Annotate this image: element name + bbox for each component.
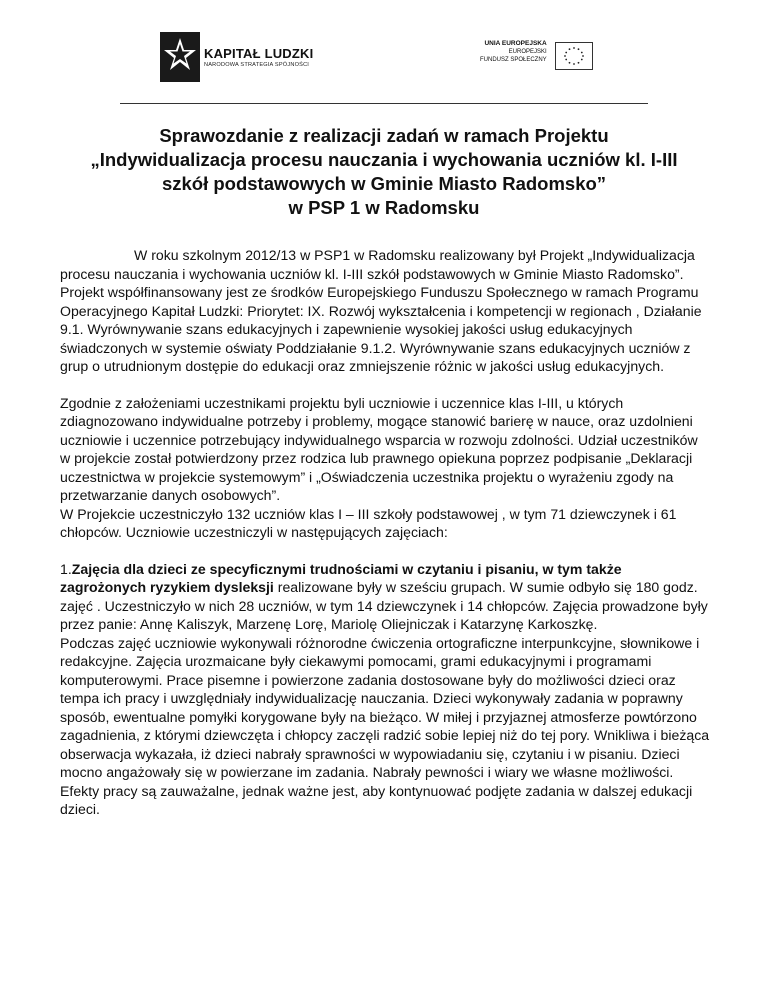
eu-flag-icon — [555, 42, 593, 70]
paragraph-activities: Podczas zajęć uczniowie wykonywali różnorodne ćwiczenia ortograficzne interpunkcyjne, słownikowe i redakcyjne. Zajęcia urozmaicane były ciekawymi pomocami, grami edukacyjnymi i programami komputerowymi. Prace pisemne i powierzone zadania dostosowane były do możliwości dzieci oraz tempa ich pracy i uwzględniały indywidualizację nauczania. Dzieci wykonywały zadania w poprawny sposób, ewentualne pomyłki korygowane były na bieżąco. W miłej i przyjaznej atmosferze powtórzono zagadnienia, z którymi dziewczęta i chłopcy zaczęli radzić sobie lepiej niż do tej pory. Wnikliwa i bieżąca obserwacja wykazała, iż dzieci nabrały sprawności w wypowiadaniu się, czytaniu i w pisaniu. Dzieci mocno angażowały się w powierzane im zadania. Nabrały pewności i wiary we własne możliwości. — [60, 634, 710, 780]
document-header — [120, 22, 660, 92]
kapital-ludzki-logo — [160, 32, 313, 82]
title-line-1: Sprawozdanie z realizacji zadań w ramach Projektu — [159, 125, 609, 146]
paragraph-intro: W roku szkolnym 2012/13 w PSP1 w Radomsku realizowany był Projekt „Indywidualizacja procesu nauczania i wychowania uczniów kl. I-III szkół podstawowych w Gminie Miasto Radomsko”. — [60, 247, 695, 282]
kapital-ludzki-name: KAPITAŁ LUDZKI — [204, 46, 314, 61]
title-line-4: w PSP 1 w Radomsku — [288, 197, 480, 218]
eu-fund-line2: FUNDUSZ SPOŁECZNY — [480, 57, 547, 63]
paragraph-participants: Zgodnie z założeniami uczestnikami projektu byli uczniowie i uczennice klas I-III, u których zdiagnozowano indywidualne potrzeby i problemy, mogące stanowić barierę w nauce, oraz uzdolnieni uczniowie i uczennice potrzebujący indywidualnego wsparcia w rozwoju zdolności. Udział uczestników w projekcie został potwierdzony przez rodzica lub prawnego opiekuna poprzez podpisanie „Deklaracji uczestnictwa w projekcie systemowym” i „Oświadczenia uczestnika projektu o wyrażeniu zgody na przetwarzanie danych osobowych”. — [60, 394, 698, 503]
item-number: 1. — [60, 560, 72, 577]
paragraph-counts: W Projekcie uczestniczyło 132 uczniów klas I – III szkoły podstawowej , w tym 71 dziewczynek i 61 chłopców. Uczniowie uczestniczyli w następujących zajęciach: — [60, 505, 677, 540]
header-divider — [120, 103, 648, 104]
kapital-ludzki-star-icon — [160, 32, 200, 82]
title-line-3: szkół podstawowych w Gminie Miasto Radomsko” — [161, 173, 607, 194]
eu-fund-line1: EUROPEJSKI — [508, 49, 547, 55]
paragraph-effects: Efekty pracy są zauważalne, jednak ważne jest, aby kontynuować podjęte zadania w dalszej edukacji dzieci. — [60, 782, 693, 817]
item-text: realizowane były w sześciu grupach. W sumie odbyło się 180 godz. zajęć . Uczestniczyło w nich 28 uczniów, w tym 14 dziewczynek i 14 chłopców. Zajęcia prowadzone były przez panie: Annę Kaliszyk, Marzenę Lorę, Mariolę Oliejniczak i Katarzynę Karkoszkę. — [60, 579, 708, 632]
document-title — [60, 124, 708, 220]
item-heading: Zajęcia dla dzieci ze specyficznymi trudnościami w czytaniu i pisaniu, w tym także zagrożonych ryzykiem dysleksji — [60, 560, 622, 595]
paragraph-funding: Projekt współfinansowany jest ze środków Europejskiego Funduszu Społecznego w ramach Programu Operacyjnego Kapitał Ludzki: Priorytet: IX. Rozwój wykształcenia i kompetencji w regionach , Działanie 9.1. Wyrównywanie szans edukacyjnych i zapewnienie wysokiej jakości usług edukacyjnych świadczonych w systemie oświaty Poddziałanie 9.1.2. Wyrównywanie szans edukacyjnych uczniów z grup o utrudnionym dostępie do edukacji oraz zmniejszenie różnic w jakości usług edukacyjnych. — [60, 284, 702, 374]
title-line-2: „Indywidualizacja procesu nauczania i wychowania uczniów kl. I-III — [90, 149, 678, 170]
eu-logo — [480, 40, 593, 70]
list-item-1 — [60, 560, 710, 634]
eu-title: UNIA EUROPEJSKA — [484, 40, 547, 47]
kapital-ludzki-subtitle: NARODOWA STRATEGIA SPÓJNOŚCI — [204, 62, 310, 68]
document-body — [60, 246, 710, 819]
